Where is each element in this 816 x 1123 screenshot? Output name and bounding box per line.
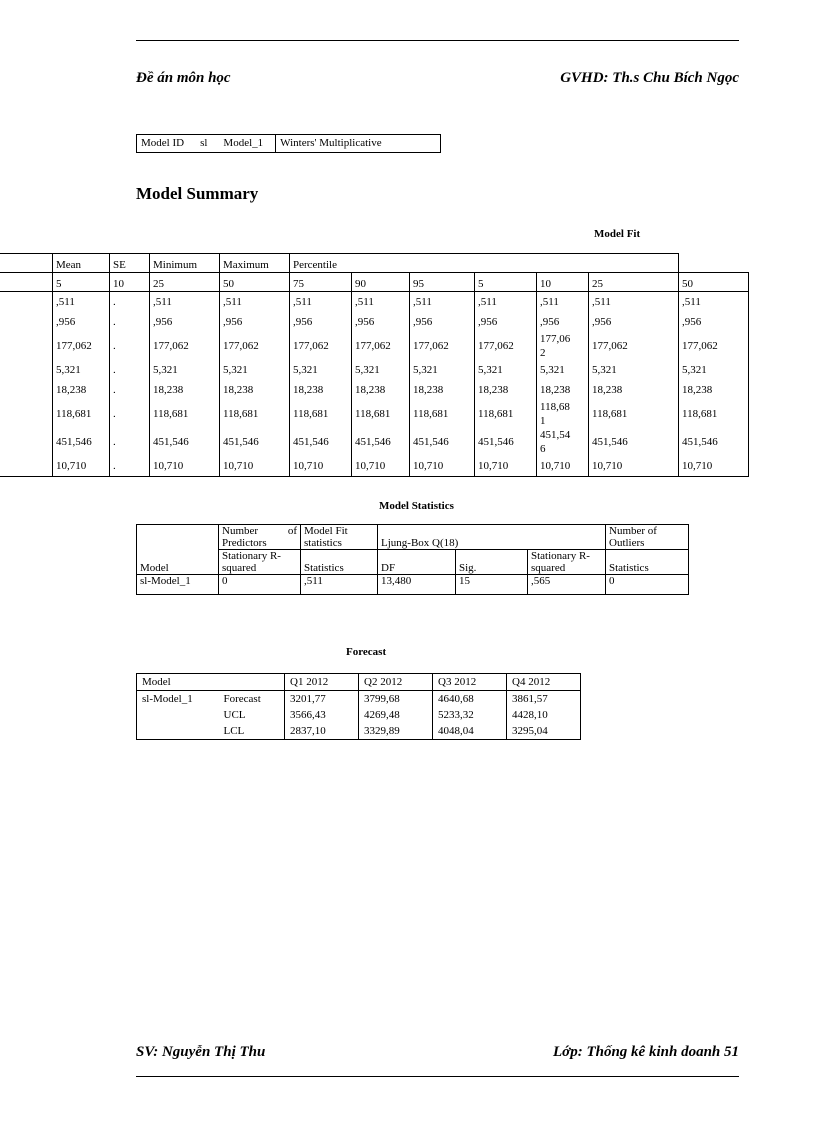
model-fit-h1-max: Maximum [220,254,290,273]
model-fit-h2-11: 50 [679,273,749,292]
model-fit-cell: 10,710 [220,456,290,477]
footer-left: SV: Nguyễn Thị Thu [136,1044,266,1060]
stats-outliers-header: Number of Outliers [606,525,689,550]
model-fit-row [0,360,749,380]
model-fit-cell: 177,062 [410,332,475,360]
model-fit-cell: ,956 [290,312,352,332]
stats-fit-header: Model Fit statistics [301,525,378,550]
model-fit-h2-10: 25 [589,273,679,292]
fc-h-q1: Q1 2012 [285,674,359,691]
model-fit-h1-se: SE [110,254,150,273]
stats-stationary-header: Stationary R-squared [219,550,301,575]
stats-stationary2-header: Stationary R-squared [528,550,606,575]
model-fit-cell: 18,238 [290,380,352,400]
model-id-var: sl [188,135,219,153]
model-fit-cell: 118,681 [589,400,679,428]
model-fit-cell: ,511 [679,292,749,313]
forecast-table [136,673,581,740]
model-fit-cell: ,511 [53,292,110,313]
model-fit-cell: ,956 [352,312,410,332]
model-fit-cell: 18,238 [352,380,410,400]
model-fit-cell: 10,710 [290,456,352,477]
model-fit-caption: Model Fit [594,228,641,240]
model-fit-cell: 118,681 [53,400,110,428]
model-fit-cell: 5,321 [589,360,679,380]
model-fit-cell: ,956 [53,312,110,332]
model-fit-body [0,292,749,477]
model-fit-row-label [0,456,53,477]
model-fit-cell: 177,062 [220,332,290,360]
model-fit-cell: 5,321 [220,360,290,380]
model-fit-row-label [0,292,53,313]
stats-predictors-header: Number of Predictors [219,525,301,550]
fc-lcl-q4: 3295,04 [507,723,581,740]
section-title: Model Summary [136,184,259,203]
model-fit-cell: ,511 [220,292,290,313]
model-fit-cell: . [110,380,150,400]
model-fit-cell: ,956 [475,312,537,332]
model-fit-cell: ,511 [475,292,537,313]
stats-sig-header: Sig. [456,550,528,575]
model-fit-row [0,400,749,428]
model-fit-row-label [0,332,53,360]
model-fit-cell: ,511 [352,292,410,313]
model-fit-cell: . [110,428,150,456]
model-fit-cell: 10,710 [352,456,410,477]
model-fit-h2-2: 10 [110,273,150,292]
model-fit-cell: 451,546 [220,428,290,456]
model-fit-cell: 18,238 [53,380,110,400]
model-fit-cell: 177,06 2 [537,332,589,360]
model-fit-cell: 10,710 [150,456,220,477]
model-fit-cell: . [110,312,150,332]
header-rule [136,40,739,41]
fc-ucl-q3: 5233,32 [433,707,507,723]
fc-label-lcl: LCL [219,723,285,740]
fc-h-blank [219,674,285,691]
model-fit-cell: 10,710 [589,456,679,477]
model-fit-h2-7: 95 [410,273,475,292]
fc-ucl-q2: 4269,48 [359,707,433,723]
model-fit-cell: 18,238 [410,380,475,400]
model-fit-row-label [0,360,53,380]
model-fit-row [0,380,749,400]
stats-model-header: Model [137,525,219,575]
stats-df-header: DF [378,550,456,575]
model-id-type: Winters' Multiplicative [276,135,441,153]
model-fit-cell: 451,546 [589,428,679,456]
model-fit-cell: ,511 [537,292,589,313]
model-fit-cell: . [110,332,150,360]
stats-statistics-header: Statistics [301,550,378,575]
fc-h-q3: Q3 2012 [433,674,507,691]
model-fit-h2-0 [0,273,53,292]
model-fit-row-label [0,400,53,428]
model-fit-cell: 177,062 [53,332,110,360]
fc-lcl-q2: 3329,89 [359,723,433,740]
model-id-name: Model_1 [219,135,275,153]
model-fit-cell: 18,238 [220,380,290,400]
model-fit-cell: . [110,360,150,380]
model-fit-cell: ,956 [410,312,475,332]
model-fit-row-label [0,312,53,332]
model-fit-h2-4: 50 [220,273,290,292]
model-fit-cell: 177,062 [475,332,537,360]
model-fit-cell: 118,681 [410,400,475,428]
fc-forecast-q3: 4640,68 [433,691,507,708]
model-fit-cell: 451,546 [53,428,110,456]
model-fit-cell: ,511 [410,292,475,313]
model-fit-row [0,312,749,332]
model-fit-cell: 10,710 [475,456,537,477]
model-fit-row-label [0,428,53,456]
stats-row-c3: 13,480 [378,575,456,595]
model-fit-cell: 10,710 [537,456,589,477]
model-fit-cell: 177,062 [150,332,220,360]
header-right: GVHD: Th.s Chu Bích Ngọc [560,70,739,86]
model-fit-h1-min: Minimum [150,254,220,273]
model-fit-h1-0 [0,254,53,273]
fc-label-ucl: UCL [223,709,246,721]
model-fit-cell: 10,710 [679,456,749,477]
model-fit-cell: ,956 [220,312,290,332]
fc-h-model: Model [137,674,219,691]
model-fit-cell: 5,321 [410,360,475,380]
model-fit-cell: 451,546 [290,428,352,456]
model-fit-cell: 118,68 1 [537,400,589,428]
model-fit-cell: ,956 [589,312,679,332]
stats-row-c5: ,565 [528,575,606,595]
stats-row-model: sl-Model_1 [137,575,219,595]
model-fit-cell: 451,546 [410,428,475,456]
stats-row-c1: 0 [219,575,301,595]
fc-lcl-q1: 2837,10 [285,723,359,740]
model-fit-cell: 5,321 [679,360,749,380]
fc-forecast-q4: 3861,57 [507,691,581,708]
model-fit-h2-1: 5 [53,273,110,292]
model-fit-cell: 5,321 [150,360,220,380]
model-fit-cell: 118,681 [290,400,352,428]
stats-row-c2: ,511 [301,575,378,595]
model-stats-table [136,524,689,595]
model-fit-cell: 18,238 [475,380,537,400]
model-fit-cell: 18,238 [679,380,749,400]
model-fit-table [0,253,749,477]
model-fit-h2-6: 90 [352,273,410,292]
model-fit-cell: ,956 [537,312,589,332]
header-left: Đề án môn học [136,70,231,86]
fc-forecast-q2: 3799,68 [359,691,433,708]
fc-ucl-q1: 3566,43 [285,707,359,723]
model-id-table [136,134,441,153]
model-fit-cell: 5,321 [352,360,410,380]
model-fit-h2-8: 5 [475,273,537,292]
model-fit-cell: 18,238 [589,380,679,400]
fc-lcl-q3: 4048,04 [433,723,507,740]
model-fit-cell: 10,710 [410,456,475,477]
model-fit-row [0,428,749,456]
model-fit-cell: 118,681 [475,400,537,428]
model-fit-cell: 451,546 [150,428,220,456]
model-fit-cell: 18,238 [150,380,220,400]
model-fit-cell: 118,681 [150,400,220,428]
model-fit-cell: ,956 [150,312,220,332]
model-fit-h2-5: 75 [290,273,352,292]
model-fit-h2-3: 25 [150,273,220,292]
model-fit-cell: ,511 [290,292,352,313]
footer-rule [136,1076,739,1077]
model-fit-cell: ,956 [679,312,749,332]
model-fit-cell: 5,321 [537,360,589,380]
stats-statistics2-header: Statistics [606,550,689,575]
model-fit-cell: . [110,456,150,477]
model-fit-row [0,292,749,313]
model-fit-cell: 451,546 [475,428,537,456]
model-fit-cell: 118,681 [352,400,410,428]
model-fit-cell: 10,710 [53,456,110,477]
model-fit-cell: 5,321 [475,360,537,380]
model-fit-header-2 [0,273,749,292]
model-fit-h2-9: 10 [537,273,589,292]
model-fit-cell: 118,681 [220,400,290,428]
model-stats-caption: Model Statistics [379,500,454,512]
model-fit-cell: . [110,292,150,313]
model-fit-cell: 177,062 [352,332,410,360]
model-fit-h1-blank [679,254,749,273]
model-fit-cell: 118,681 [679,400,749,428]
model-fit-h1-percentile: Percentile [290,254,679,273]
model-fit-row [0,332,749,360]
model-fit-cell: 177,062 [290,332,352,360]
forecast-caption: Forecast [346,646,387,658]
model-fit-row-label [0,380,53,400]
model-fit-cell: 177,062 [679,332,749,360]
model-fit-h1-mean: Mean [53,254,110,273]
model-fit-cell: . [110,400,150,428]
model-id-label: Model ID [137,135,189,153]
model-fit-cell: 177,062 [589,332,679,360]
model-fit-cell: 451,546 [679,428,749,456]
model-fit-cell: 5,321 [53,360,110,380]
fc-model: sl-Model_1 [137,691,219,740]
stats-row-c6: 0 [606,575,689,595]
model-fit-cell: 5,321 [290,360,352,380]
model-fit-cell: ,511 [150,292,220,313]
model-fit-header-1 [0,254,749,273]
fc-h-q2: Q2 2012 [359,674,433,691]
stats-ljung-header: Ljung-Box Q(18) [378,525,606,550]
footer-right: Lớp: Thống kê kinh doanh 51 [553,1044,739,1060]
model-fit-cell: 451,54 6 [537,428,589,456]
fc-label-forecast: Forecast [223,693,261,705]
model-fit-cell: 451,546 [352,428,410,456]
model-fit-cell: ,511 [589,292,679,313]
model-fit-row [0,456,749,477]
model-fit-cell: 18,238 [537,380,589,400]
stats-row-c4: 15 [456,575,528,595]
fc-ucl-q4: 4428,10 [507,707,581,723]
fc-forecast-q1: 3201,77 [285,691,359,708]
fc-h-q4: Q4 2012 [507,674,581,691]
